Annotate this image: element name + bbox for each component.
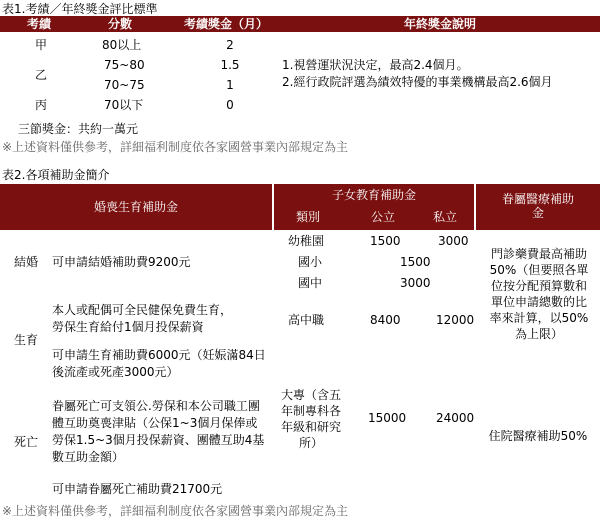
bonus-cell: 0 bbox=[226, 98, 234, 112]
table1-header-grade: 考績 bbox=[26, 17, 51, 31]
death-text-1: 眷屬死亡可支領公.勞保和本公司職工團體互助奠喪津貼（公保1~3個月保俸或勞保1.5~3個月投保薪資、團體互助4基數互助金額） bbox=[52, 399, 265, 464]
edu-type-cell: 國小 bbox=[298, 255, 323, 269]
table1-header-bonus: 考績獎金（月） bbox=[183, 17, 268, 31]
table1-header-notes: 年終獎金說明 bbox=[403, 17, 476, 31]
edu-private-cell: 24000 bbox=[436, 411, 475, 425]
edu-public-cell: 1500 bbox=[370, 234, 401, 248]
year-end-note: 1.視營運狀況決定，最高2.4個月。 bbox=[282, 58, 469, 72]
grade-cell: 丙 bbox=[34, 98, 47, 112]
birth-label: 生育 bbox=[14, 333, 39, 347]
death-label: 死亡 bbox=[14, 435, 39, 449]
grade-cell: 甲 bbox=[34, 38, 47, 52]
marriage-text: 可申請結婚補助費9200元 bbox=[52, 255, 191, 269]
grade-cell: 乙 bbox=[34, 68, 47, 82]
year-end-note: 2.經行政院評選為績效特優的事業機構最高2.6個月 bbox=[282, 75, 553, 89]
table2-header-medical: 眷屬醫療補助金 bbox=[501, 192, 574, 220]
table2-header-public: 公立 bbox=[370, 210, 395, 224]
table1-title: 表1.考績／年終獎金評比標準 bbox=[2, 2, 158, 16]
bonus-cell: 1.5 bbox=[220, 58, 240, 72]
table2-header-type: 類別 bbox=[295, 210, 320, 224]
table1-footnote: ※上述資料僅供參考，詳細福利制度依各家國營事業內部規定為主 bbox=[2, 140, 349, 154]
edu-type-cell: 幼稚園 bbox=[288, 234, 325, 248]
edu-private-cell: 12000 bbox=[436, 313, 475, 327]
score-cell: 70以下 bbox=[104, 98, 144, 112]
score-cell: 75~80 bbox=[104, 58, 145, 72]
festival-bonus: 三節獎金：共約一萬元 bbox=[18, 122, 139, 136]
birth-text-2: 可申請生育補助費6000元（妊娠滿84日後流產或死產3000元） bbox=[52, 348, 266, 379]
table2-header-wedding: 婚喪生育補助金 bbox=[93, 200, 178, 214]
table2-header-private: 私立 bbox=[432, 210, 457, 224]
table2-title: 表2.各項補助金簡介 bbox=[2, 168, 110, 182]
edu-private-cell: 3000 bbox=[438, 234, 469, 248]
edu-type-cell: 大專（含五年制專科各年級和研究所） bbox=[280, 388, 341, 450]
death-text-2: 可申請眷屬死亡補助費21700元 bbox=[52, 482, 223, 496]
edu-public-cell: 15000 bbox=[368, 411, 407, 425]
edu-public-cell: 8400 bbox=[370, 313, 401, 327]
table2-footnote: ※上述資料僅供參考，詳細福利制度依各家國營事業內部規定為主 bbox=[2, 504, 349, 518]
medical-outpatient: 門診藥費最高補助50%（但要照各單位按分配預算數和單位申請總數的比率來計算，以50%為上限） bbox=[489, 247, 589, 341]
score-cell: 80以上 bbox=[102, 38, 142, 52]
birth-text-1: 本人或配偶可全民健保免費生育，勞保生育給付1個月投保薪資 bbox=[52, 303, 233, 334]
table2-header-edu: 子女教育補助金 bbox=[331, 188, 416, 202]
medical-inpatient: 住院醫療補助50% bbox=[488, 429, 588, 443]
bonus-cell: 2 bbox=[226, 38, 234, 52]
table1-header-score: 分數 bbox=[107, 17, 132, 31]
edu-public-cell: 3000 bbox=[400, 276, 431, 290]
score-cell: 70~75 bbox=[104, 78, 145, 92]
edu-public-cell: 1500 bbox=[400, 255, 431, 269]
bonus-cell: 1 bbox=[226, 78, 234, 92]
edu-type-cell: 國中 bbox=[298, 276, 323, 290]
edu-type-cell: 高中職 bbox=[288, 313, 325, 327]
marriage-label: 結婚 bbox=[14, 255, 39, 269]
